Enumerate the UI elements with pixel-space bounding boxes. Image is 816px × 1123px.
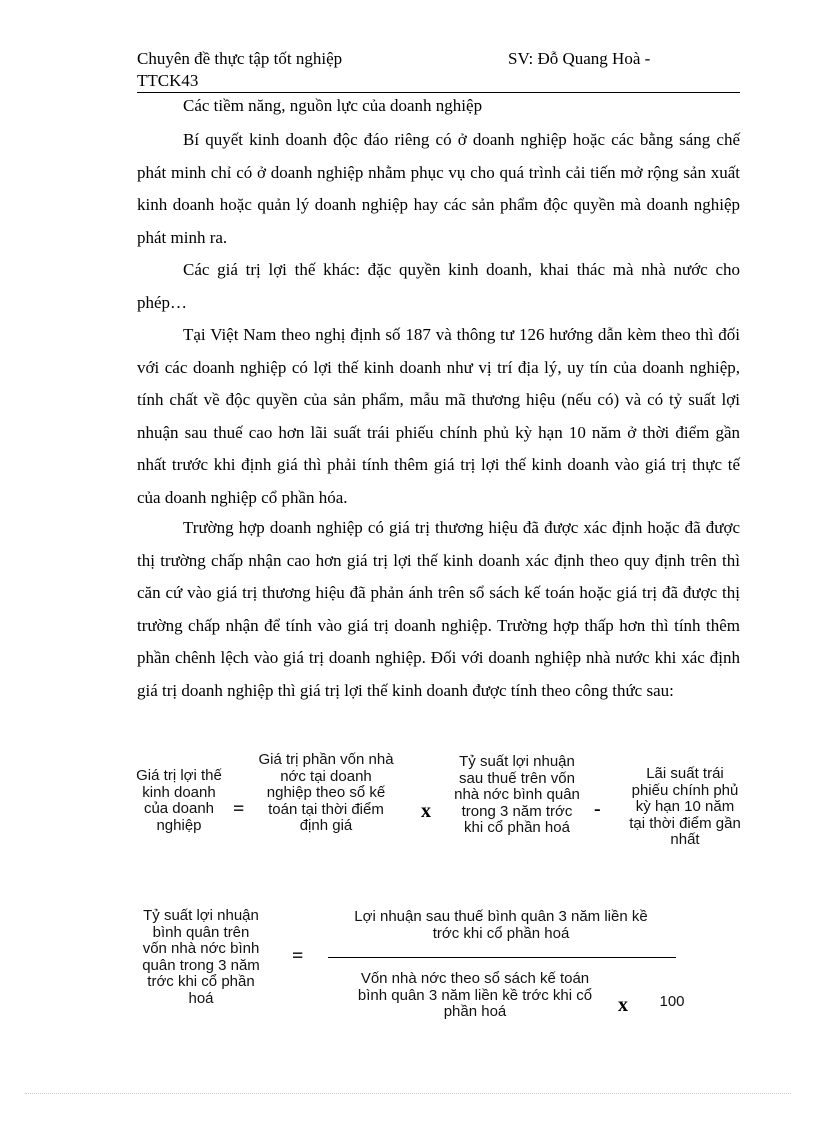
paragraph-1: Bí quyết kinh doanh độc đáo riêng có ở doanh nghiệp hoặc các bằng sáng chế phát minh chỉ có ở doanh nghiệp nhằm phục vụ cho quá trình cải tiến mở rộng sản xuất kinh doanh hoặc quản lý doanh nghiệp hay các sản phẩm độc quyền mà doanh nghiệp phát minh ra. (137, 130, 740, 247)
formula1-term3: Lãi suất trái phiếu chính phủ kỳ hạn 10 năm tại thời điểm gần nhất (629, 765, 741, 848)
formula2-times: x (618, 994, 628, 1016)
paragraph-2: Các giá trị lợi thế khác: đặc quyền kinh doanh, khai thác mà nhà nước cho phép… (137, 260, 740, 312)
formula1-minus: - (594, 798, 601, 820)
formula1-term2: Tỷ suất lợi nhuận sau thuế trên vốn nhà nớc bình quân trong 3 năm trớc khi cổ phần hoá (454, 753, 580, 836)
header-student: SV: Đỗ Quang Hoà - (508, 49, 651, 68)
paragraph-4: Trường hợp doanh nghiệp có giá trị thương hiệu đã được xác định hoặc đã được thị trường chấp nhận cao hơn giá trị lợi thế kinh doanh xác định theo quy định trên thì căn cứ vào giá trị thương hiệu đã phản ánh trên sổ sách kế toán hoặc giá trị đã được thị trường chấp nhận để tính vào giá trị doanh nghiệp. Trường hợp thấp hơn thì tính thêm phần chênh lệch vào giá trị doanh nghiệp. Đối với doanh nghiệp nhà nước khi xác định giá trị doanh nghiệp thì giá trị lợi thế kinh doanh được tính theo công thức sau: (137, 518, 740, 700)
formula2-hundred: 100 (659, 993, 685, 1010)
header-class: TTCK43 (137, 71, 199, 90)
paragraph-3: Tại Việt Nam theo nghị định số 187 và thông tư 126 hướng dẫn kèm theo thì đối với các doanh nghiệp có lợi thế kinh doanh như vị trí địa lý, uy tín của doanh nghiệp, tính chất về độc quyền của sản phẩm, mẫu mã thương hiệu (nếu có) và có tỷ suất lợi nhuận sau thuế cao hơn lãi suất trái phiếu chính phủ kỳ hạn 10 năm ở thời điểm gần nhất trước khi định giá thì phải tính thêm giá trị lợi thế kinh doanh vào giá trị thực tế của doanh nghiệp cổ phần hóa. (137, 325, 740, 507)
formula2-fraction-bar (328, 957, 676, 958)
header-rule (137, 92, 740, 93)
formula2-equals: = (292, 945, 304, 967)
formula1-times: x (421, 800, 431, 822)
header-title: Chuyên đề thực tập tốt nghiệp (137, 49, 343, 68)
formula1-term1: Giá trị phần vốn nhà nớc tại doanh nghiệp theo sổ kế toán tại thời điểm định giá (258, 751, 394, 834)
footer-dotted-rule (25, 1093, 791, 1094)
formula1-lhs: Giá trị lợi thế kinh doanh của doanh nghiệp (136, 767, 222, 834)
section-heading: Các tiềm năng, nguồn lực của doanh nghiệp (183, 96, 483, 115)
formula2-numerator: Lợi nhuận sau thuế bình quân 3 năm liền kề trớc khi cổ phần hoá (354, 908, 648, 942)
formula2-denominator: Vốn nhà nớc theo sổ sách kế toán bình quân 3 năm liền kề trớc khi cổ phần hoá (357, 970, 593, 1020)
formula1-equals: = (233, 798, 245, 820)
formula2-lhs: Tỷ suất lợi nhuận bình quân trên vốn nhà nớc bình quân trong 3 năm trớc khi cổ phần hoá (142, 907, 260, 1007)
